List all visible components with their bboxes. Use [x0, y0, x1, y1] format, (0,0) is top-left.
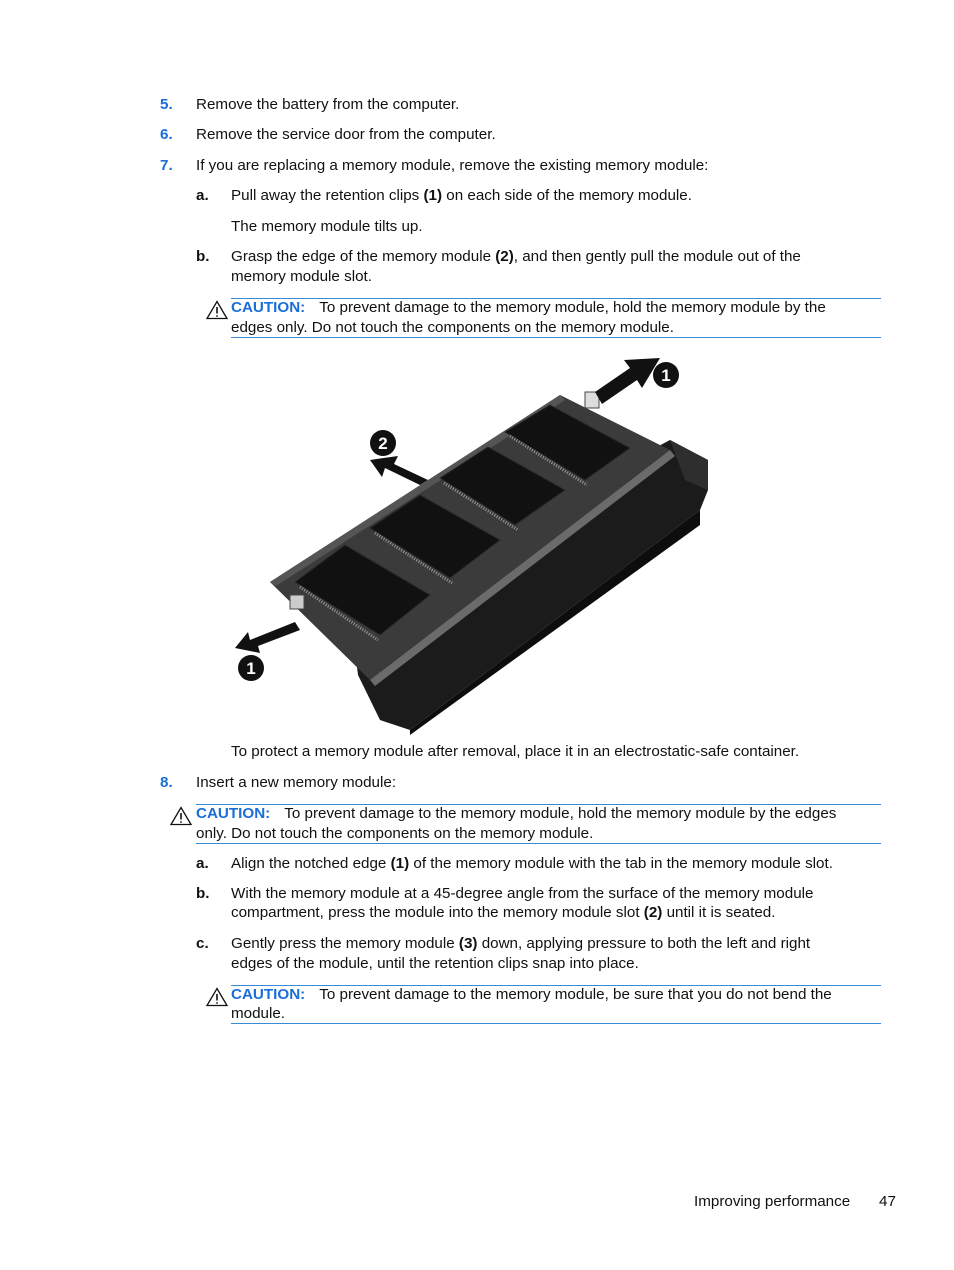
caution-label: CAUTION: [231, 986, 306, 1003]
substep-text-7b: Grasp the edge of the memory module (2), and then gently pull the module out of the [231, 248, 801, 265]
substep-text-7b-line2: memory module slot. [231, 268, 372, 285]
warning-icon [170, 806, 192, 826]
caution-label: CAUTION: [196, 805, 271, 822]
memory-module-figure [230, 350, 720, 740]
after-figure-text: To protect a memory module after removal, place it in an electrostatic-safe container. [231, 743, 800, 760]
substep-note-7a: The memory module tilts up. [231, 218, 423, 235]
step-text-5: Remove the battery from the computer. [196, 96, 460, 113]
substep-letter-7a: a. [196, 187, 209, 204]
caution-text-line2: module. [231, 1005, 286, 1022]
substep-text-8c-line2: edges of the module, until the retention clips snap into place. [231, 955, 639, 972]
step-text-8: Insert a new memory module: [196, 774, 397, 791]
substep-text-7a: Pull away the retention clips (1) on each side of the memory module. [231, 187, 692, 204]
callout-1-top: 1 [661, 366, 671, 385]
caution-text: To prevent damage to the memory module, hold the memory module by the edges [284, 805, 837, 822]
warning-icon [206, 300, 228, 320]
substep-letter-7b: b. [196, 248, 210, 265]
substep-letter-8b: b. [196, 885, 210, 902]
substep-letter-8c: c. [196, 935, 209, 952]
warning-icon [206, 987, 228, 1007]
callout-1-bottom: 1 [246, 659, 256, 678]
page-number: 47 [879, 1193, 896, 1210]
step-number-6: 6. [160, 126, 173, 143]
step-text-7: If you are replacing a memory module, remove the existing memory module: [196, 157, 709, 174]
step-number-7: 7. [160, 157, 173, 174]
substep-letter-8a: a. [196, 855, 209, 872]
footer-section-title: Improving performance [694, 1193, 851, 1210]
callout-2: 2 [378, 434, 388, 453]
substep-text-8b: With the memory module at a 45-degree angle from the surface of the memory module [231, 885, 814, 902]
caution-text: To prevent damage to the memory module, hold the memory module by the [319, 299, 826, 316]
caution-text-line2: edges only. Do not touch the components on the memory module. [231, 319, 674, 336]
caution-text: To prevent damage to the memory module, be sure that you do not bend the [319, 986, 832, 1003]
substep-text-8b-line2: compartment, press the module into the memory module slot (2) until it is seated. [231, 904, 776, 921]
step-number-5: 5. [160, 96, 173, 113]
caution-text-line2: only. Do not touch the components on the memory module. [196, 825, 594, 842]
substep-text-8c: Gently press the memory module (3) down, applying pressure to both the left and right [231, 935, 811, 952]
substep-text-8a: Align the notched edge (1) of the memory module with the tab in the memory module slot. [231, 855, 833, 872]
caution-box-2 [196, 804, 881, 844]
caution-label: CAUTION: [231, 299, 306, 316]
caution-box-1 [231, 298, 881, 338]
step-number-8: 8. [160, 774, 173, 791]
caution-box-3 [231, 985, 881, 1024]
step-text-6: Remove the service door from the computer. [196, 126, 496, 143]
